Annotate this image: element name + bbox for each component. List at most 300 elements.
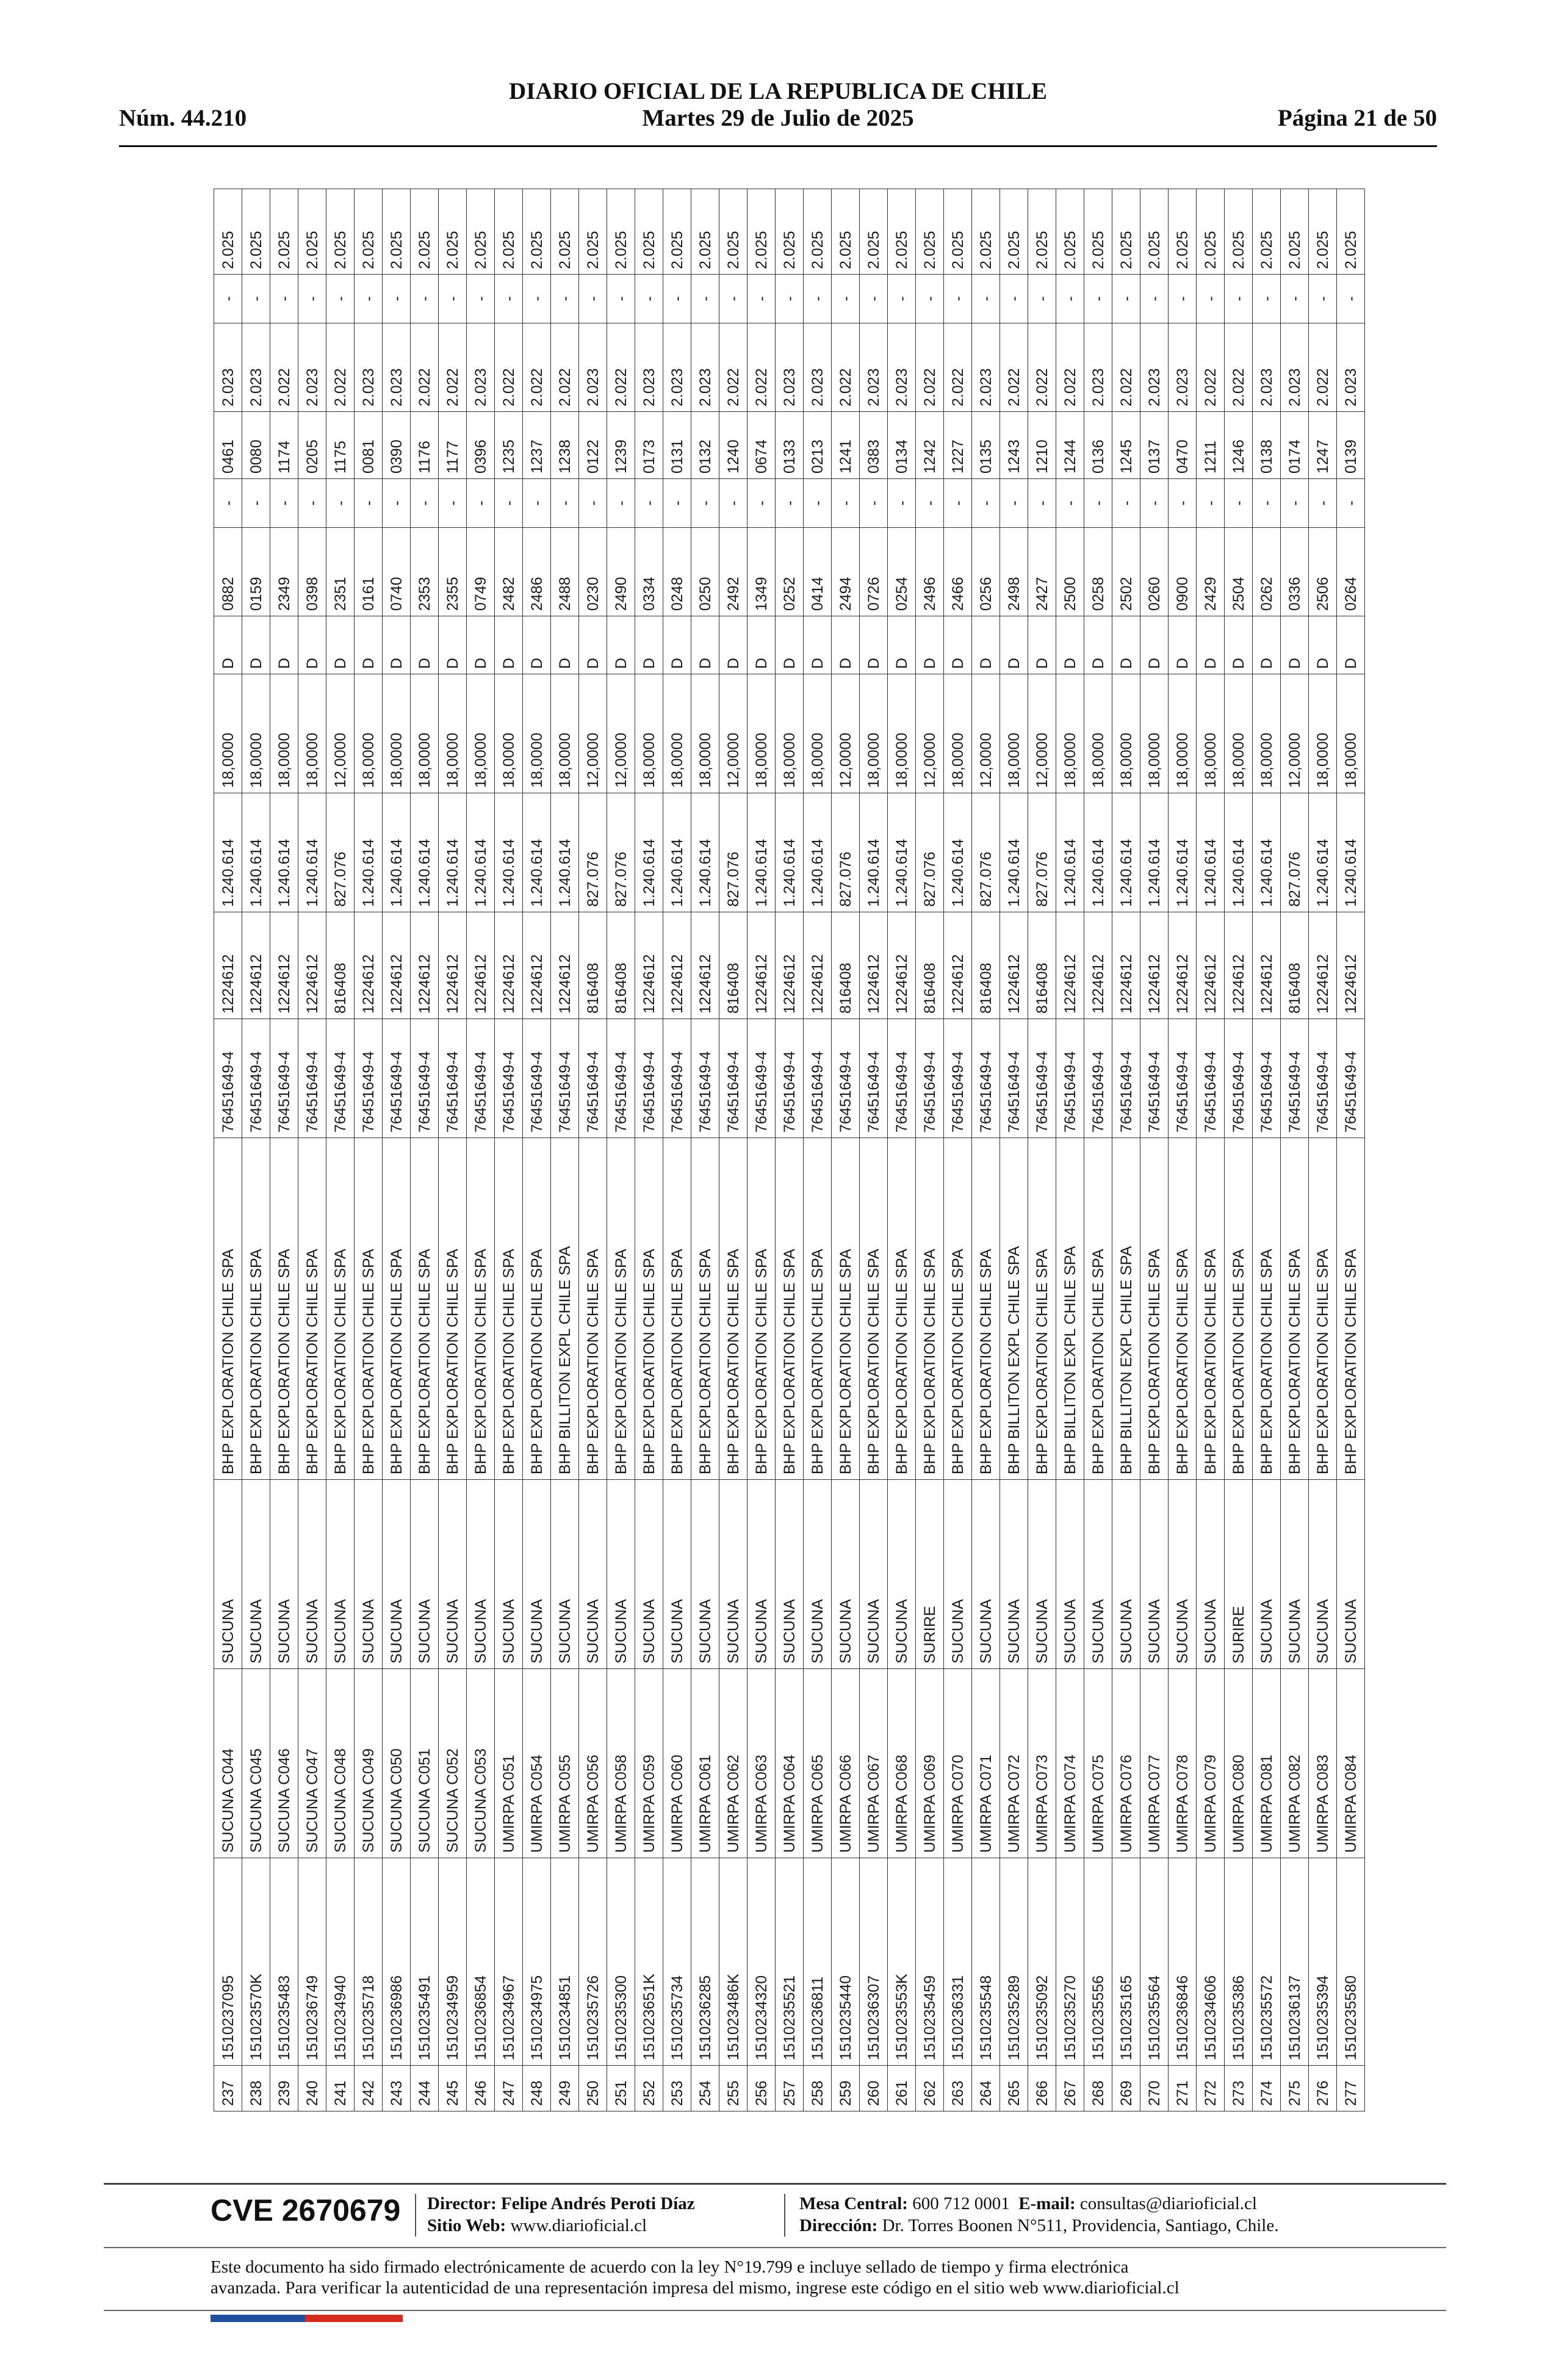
- table-cell: -: [747, 479, 776, 528]
- table-cell: UMIRPA C070: [944, 1669, 972, 1858]
- table-cell: 76451649-4: [1140, 1019, 1169, 1138]
- table-cell: D: [298, 616, 326, 674]
- table-row: [635, 189, 663, 2111]
- table-cell: 1224612: [776, 912, 804, 1019]
- table-cell: 2.025: [439, 189, 467, 275]
- table-cell: -: [1000, 275, 1028, 323]
- table-cell: SUCUNA: [691, 1480, 719, 1669]
- table-cell: 1224612: [1084, 912, 1112, 1019]
- table-cell: 76451649-4: [944, 1019, 972, 1138]
- table-cell: 1510235734: [663, 1858, 691, 2066]
- table-row: [776, 189, 804, 2111]
- table-cell: 12,0000: [579, 674, 607, 793]
- table-cell: 76451649-4: [523, 1019, 551, 1138]
- table-cell: 2.023: [776, 323, 804, 412]
- table-cell: SUCUNA: [1000, 1480, 1028, 1669]
- table-cell: SUCUNA: [860, 1480, 888, 1669]
- table-cell: SUCUNA: [607, 1480, 635, 1669]
- table-cell: 1.240.614: [1140, 793, 1169, 912]
- table-cell: 76451649-4: [579, 1019, 607, 1138]
- table-cell: 2.022: [523, 323, 551, 412]
- table-cell: 251: [607, 2066, 635, 2111]
- table-cell: 18,0000: [495, 674, 523, 793]
- table-cell: SURIRE: [916, 1480, 944, 1669]
- table-cell: -: [439, 479, 467, 528]
- table-cell: 1224612: [270, 912, 298, 1019]
- table-cell: 827.076: [1028, 793, 1056, 912]
- table-cell: 1510235300: [607, 1858, 635, 2066]
- table-cell: SUCUNA: [888, 1480, 916, 1669]
- table-cell: 0260: [1140, 528, 1169, 616]
- table-cell: 270: [1140, 2066, 1169, 2111]
- table-cell: 1224612: [1169, 912, 1197, 1019]
- table-cell: 12,0000: [972, 674, 1000, 793]
- table-cell: 1241: [832, 412, 860, 479]
- table-cell: BHP EXPLORATION CHILE SPA: [355, 1138, 383, 1480]
- table-cell: BHP EXPLORATION CHILE SPA: [242, 1138, 270, 1480]
- table-cell: 18,0000: [663, 674, 691, 793]
- table-cell: SUCUNA: [944, 1480, 972, 1669]
- table-cell: BHP EXPLORATION CHILE SPA: [326, 1138, 355, 1480]
- table-cell: 1510234959: [439, 1858, 467, 2066]
- table-cell: 1175: [326, 412, 355, 479]
- table-cell: 2429: [1197, 528, 1225, 616]
- table-cell: 18,0000: [860, 674, 888, 793]
- table-cell: -: [214, 275, 242, 323]
- email-link[interactable]: consultas@diarioficial.cl: [1079, 2194, 1257, 2213]
- legal-line: avanzada. Para verificar la autenticidad de una representación impresa del mismo, ingrese este código en el sitio web www.diarioficial.cl: [211, 2278, 1180, 2298]
- table-cell: -: [1253, 479, 1281, 528]
- table-row: [411, 189, 439, 2111]
- table-cell: D: [579, 616, 607, 674]
- table-cell: 0470: [1169, 412, 1197, 479]
- table-cell: 12,0000: [607, 674, 635, 793]
- table-cell: D: [691, 616, 719, 674]
- table-cell: 0122: [579, 412, 607, 479]
- table-row: [607, 189, 635, 2111]
- table-cell: D: [607, 616, 635, 674]
- table-cell: 18,0000: [1084, 674, 1112, 793]
- table-cell: 242: [355, 2066, 383, 2111]
- table-cell: -: [804, 479, 832, 528]
- table-cell: 2.025: [804, 189, 832, 275]
- table-row: [1056, 189, 1084, 2111]
- table-row: [242, 189, 270, 2111]
- table-cell: 2.025: [719, 189, 747, 275]
- table-cell: 0205: [298, 412, 326, 479]
- table-cell: 2.025: [551, 189, 579, 275]
- table-cell: 816408: [719, 912, 747, 1019]
- table-cell: 18,0000: [298, 674, 326, 793]
- table-cell: UMIRPA C068: [888, 1669, 916, 1858]
- table-cell: 0139: [1337, 412, 1365, 479]
- table-cell: BHP BILLITON EXPL CHILE SPA: [1112, 1138, 1140, 1480]
- table-cell: D: [860, 616, 888, 674]
- table-cell: 151023553K: [888, 1858, 916, 2066]
- table-cell: 18,0000: [467, 674, 495, 793]
- table-cell: UMIRPA C067: [860, 1669, 888, 1858]
- table-cell: 1.240.614: [1056, 793, 1084, 912]
- table-cell: 1224612: [1140, 912, 1169, 1019]
- table-cell: SUCUNA: [298, 1480, 326, 1669]
- table-row: [719, 189, 747, 2111]
- table-cell: 2.025: [1169, 189, 1197, 275]
- table-cell: D: [467, 616, 495, 674]
- table-cell: 18,0000: [1225, 674, 1253, 793]
- table-cell: 1238: [551, 412, 579, 479]
- table-cell: -: [495, 479, 523, 528]
- table-cell: 2.025: [1225, 189, 1253, 275]
- table-cell: -: [1309, 479, 1337, 528]
- table-cell: 1235: [495, 412, 523, 479]
- table-cell: 1510235394: [1309, 1858, 1337, 2066]
- table-cell: 76451649-4: [972, 1019, 1000, 1138]
- table-cell: 151023651K: [635, 1858, 663, 2066]
- table-cell: 1.240.614: [467, 793, 495, 912]
- table-cell: 1224612: [495, 912, 523, 1019]
- table-row: [579, 189, 607, 2111]
- table-cell: 1239: [607, 412, 635, 479]
- table-cell: 1224612: [523, 912, 551, 1019]
- table-cell: SUCUNA: [579, 1480, 607, 1669]
- table-cell: BHP EXPLORATION CHILE SPA: [1169, 1138, 1197, 1480]
- table-cell: 0136: [1084, 412, 1112, 479]
- table-cell: 1.240.614: [355, 793, 383, 912]
- table-cell: SUCUNA: [1084, 1480, 1112, 1669]
- table-row: [663, 189, 691, 2111]
- table-cell: 0461: [214, 412, 242, 479]
- table-cell: 1510236846: [1169, 1858, 1197, 2066]
- table-cell: 1244: [1056, 412, 1084, 479]
- table-cell: UMIRPA C058: [607, 1669, 635, 1858]
- table-cell: 1510235572: [1253, 1858, 1281, 2066]
- table-cell: 12,0000: [326, 674, 355, 793]
- table-cell: 1.240.614: [691, 793, 719, 912]
- table-cell: 2.025: [1028, 189, 1056, 275]
- table-cell: BHP EXPLORATION CHILE SPA: [1281, 1138, 1309, 1480]
- table-cell: 827.076: [972, 793, 1000, 912]
- table-cell: SUCUNA: [242, 1480, 270, 1669]
- table-cell: 1.240.614: [411, 793, 439, 912]
- table-cell: 2500: [1056, 528, 1084, 616]
- header-divider: [119, 145, 1437, 147]
- table-cell: D: [1337, 616, 1365, 674]
- table-cell: 1210: [1028, 412, 1056, 479]
- table-cell: 1.240.614: [242, 793, 270, 912]
- table-cell: 1224612: [1309, 912, 1337, 1019]
- table-cell: 252: [635, 2066, 663, 2111]
- table-cell: 1.240.614: [747, 793, 776, 912]
- table-cell: 18,0000: [747, 674, 776, 793]
- table-cell: 151023486K: [719, 1858, 747, 2066]
- table-cell: -: [298, 275, 326, 323]
- table-cell: -: [972, 479, 1000, 528]
- table-cell: -: [1028, 479, 1056, 528]
- table-cell: 2492: [719, 528, 747, 616]
- publication-title: DIARIO OFICIAL DE LA REPUBLICA DE CHILE: [508, 78, 1047, 104]
- table-row: [804, 189, 832, 2111]
- table-cell: 1224612: [1197, 912, 1225, 1019]
- table-cell: 18,0000: [551, 674, 579, 793]
- table-row: [439, 189, 467, 2111]
- table-row: [1140, 189, 1169, 2111]
- table-row: [495, 189, 523, 2111]
- table-cell: SUCUNA C048: [326, 1669, 355, 1858]
- table-cell: 0390: [383, 412, 411, 479]
- table-cell: -: [242, 479, 270, 528]
- table-cell: SUCUNA C049: [355, 1669, 383, 1858]
- table-cell: D: [1281, 616, 1309, 674]
- table-cell: -: [523, 275, 551, 323]
- table-cell: 0081: [355, 412, 383, 479]
- table-cell: SUCUNA: [411, 1480, 439, 1669]
- table-cell: 2.025: [916, 189, 944, 275]
- table-cell: SUCUNA: [1281, 1480, 1309, 1669]
- table-row: [1225, 189, 1253, 2111]
- table-cell: D: [972, 616, 1000, 674]
- table-cell: -: [270, 275, 298, 323]
- table-cell: 0334: [635, 528, 663, 616]
- table-cell: 2.025: [242, 189, 270, 275]
- table-cell: 1510235165: [1112, 1858, 1140, 2066]
- table-cell: 274: [1253, 2066, 1281, 2111]
- table-cell: 2.023: [214, 323, 242, 412]
- table-cell: -: [804, 275, 832, 323]
- table-cell: D: [916, 616, 944, 674]
- table-cell: 243: [383, 2066, 411, 2111]
- table-cell: -: [383, 275, 411, 323]
- table-cell: 2.025: [298, 189, 326, 275]
- table-cell: 76451649-4: [804, 1019, 832, 1138]
- table-cell: -: [1084, 275, 1112, 323]
- table-cell: -: [1169, 479, 1197, 528]
- table-cell: SUCUNA: [270, 1480, 298, 1669]
- table-cell: UMIRPA C061: [691, 1669, 719, 1858]
- table-cell: 1510235491: [411, 1858, 439, 2066]
- table-cell: 241: [326, 2066, 355, 2111]
- table-cell: 1.240.614: [298, 793, 326, 912]
- table-cell: 1224612: [888, 912, 916, 1019]
- table-cell: 18,0000: [242, 674, 270, 793]
- table-cell: SUCUNA: [383, 1480, 411, 1669]
- table-row: [747, 189, 776, 2111]
- table-cell: BHP EXPLORATION CHILE SPA: [298, 1138, 326, 1480]
- table-cell: 1.240.614: [1337, 793, 1365, 912]
- table-cell: SUCUNA: [467, 1480, 495, 1669]
- table-cell: 18,0000: [439, 674, 467, 793]
- footer-divider-middle: [104, 2247, 1446, 2248]
- table-cell: 2.023: [635, 323, 663, 412]
- legal-notice: [211, 2257, 1407, 2298]
- table-cell: 246: [467, 2066, 495, 2111]
- table-cell: 76451649-4: [832, 1019, 860, 1138]
- table-cell: UMIRPA C077: [1140, 1669, 1169, 1858]
- table-cell: BHP EXPLORATION CHILE SPA: [1309, 1138, 1337, 1480]
- table-cell: 76451649-4: [607, 1019, 635, 1138]
- table-cell: 827.076: [579, 793, 607, 912]
- table-cell: 2.025: [888, 189, 916, 275]
- table-cell: UMIRPA C080: [1225, 1669, 1253, 1858]
- table-cell: D: [804, 616, 832, 674]
- table-cell: 1224612: [214, 912, 242, 1019]
- table-cell: 1.240.614: [635, 793, 663, 912]
- table-cell: 2.023: [1337, 323, 1365, 412]
- table-cell: -: [944, 479, 972, 528]
- table-cell: 1349: [747, 528, 776, 616]
- table-cell: BHP EXPLORATION CHILE SPA: [804, 1138, 832, 1480]
- table-cell: 0161: [355, 528, 383, 616]
- table-cell: SUCUNA C045: [242, 1669, 270, 1858]
- table-row: [1169, 189, 1197, 2111]
- table-cell: 276: [1309, 2066, 1337, 2111]
- table-cell: BHP EXPLORATION CHILE SPA: [1197, 1138, 1225, 1480]
- table-cell: 2.023: [467, 323, 495, 412]
- table-cell: SUCUNA: [972, 1480, 1000, 1669]
- table-cell: 2.022: [411, 323, 439, 412]
- table-cell: 76451649-4: [242, 1019, 270, 1138]
- table-cell: 1510236811: [804, 1858, 832, 2066]
- table-cell: BHP EXPLORATION CHILE SPA: [1337, 1138, 1365, 1480]
- table-cell: SURIRE: [1225, 1480, 1253, 1669]
- table-cell: 76451649-4: [747, 1019, 776, 1138]
- table-cell: 76451649-4: [326, 1019, 355, 1138]
- table-cell: 2494: [832, 528, 860, 616]
- footer-divider-top: [104, 2183, 1446, 2185]
- table-cell: 1240: [719, 412, 747, 479]
- table-cell: -: [1000, 479, 1028, 528]
- table-cell: 76451649-4: [411, 1019, 439, 1138]
- flag-stripe-blue: [211, 2315, 305, 2322]
- table-cell: -: [1337, 479, 1365, 528]
- table-cell: 2.025: [355, 189, 383, 275]
- table-cell: 2.025: [1084, 189, 1112, 275]
- table-cell: 2.022: [1112, 323, 1140, 412]
- phone-label: Mesa Central:: [799, 2194, 908, 2213]
- table-cell: D: [1309, 616, 1337, 674]
- table-cell: 245: [439, 2066, 467, 2111]
- table-cell: 76451649-4: [551, 1019, 579, 1138]
- table-cell: 1.240.614: [551, 793, 579, 912]
- table-cell: 76451649-4: [467, 1019, 495, 1138]
- table-cell: UMIRPA C082: [1281, 1669, 1309, 1858]
- table-cell: 2.025: [972, 189, 1000, 275]
- footer-separator: [415, 2194, 416, 2237]
- table-cell: 1510235440: [832, 1858, 860, 2066]
- table-cell: D: [1000, 616, 1028, 674]
- phone-value: 600 712 0001: [912, 2194, 1010, 2213]
- table-cell: 1224612: [747, 912, 776, 1019]
- table-cell: 2.025: [467, 189, 495, 275]
- table-cell: 1510236749: [298, 1858, 326, 2066]
- table-cell: 1510235092: [1028, 1858, 1056, 2066]
- table-cell: 816408: [326, 912, 355, 1019]
- table-cell: 827.076: [916, 793, 944, 912]
- table-cell: UMIRPA C072: [1000, 1669, 1028, 1858]
- table-cell: 0674: [747, 412, 776, 479]
- table-cell: SUCUNA: [1028, 1480, 1056, 1669]
- table-cell: -: [860, 479, 888, 528]
- email-label: E-mail:: [1018, 2194, 1076, 2213]
- table-cell: -: [467, 275, 495, 323]
- table-cell: 76451649-4: [1056, 1019, 1084, 1138]
- table-cell: 0414: [804, 528, 832, 616]
- table-cell: BHP EXPLORATION CHILE SPA: [1140, 1138, 1169, 1480]
- director-info: [427, 2193, 695, 2237]
- table-cell: D: [439, 616, 467, 674]
- table-cell: 2.023: [1281, 323, 1309, 412]
- table-cell: -: [551, 479, 579, 528]
- table-cell: 1.240.614: [495, 793, 523, 912]
- table-cell: 2.025: [1309, 189, 1337, 275]
- table-cell: 1224612: [691, 912, 719, 1019]
- table-cell: SUCUNA: [663, 1480, 691, 1669]
- table-cell: -: [355, 479, 383, 528]
- table-cell: SUCUNA: [1056, 1480, 1084, 1669]
- table-cell: 1227: [944, 412, 972, 479]
- table-cell: D: [1028, 616, 1056, 674]
- table-cell: 2.023: [355, 323, 383, 412]
- table-cell: 2482: [495, 528, 523, 616]
- table-cell: -: [1337, 275, 1365, 323]
- table-cell: UMIRPA C076: [1112, 1669, 1140, 1858]
- table-cell: UMIRPA C069: [916, 1669, 944, 1858]
- table-row: [326, 189, 355, 2111]
- table-cell: 1245: [1112, 412, 1140, 479]
- table-cell: 76451649-4: [1000, 1019, 1028, 1138]
- table-cell: -: [776, 275, 804, 323]
- table-cell: 268: [1084, 2066, 1112, 2111]
- table-cell: SUCUNA: [776, 1480, 804, 1669]
- table-cell: BHP EXPLORATION CHILE SPA: [1253, 1138, 1281, 1480]
- table-row: [1084, 189, 1112, 2111]
- table-cell: 18,0000: [1000, 674, 1028, 793]
- table-cell: UMIRPA C084: [1337, 1669, 1365, 1858]
- table-cell: 76451649-4: [495, 1019, 523, 1138]
- table-cell: 1224612: [1112, 912, 1140, 1019]
- table-cell: 1242: [916, 412, 944, 479]
- table-cell: D: [1056, 616, 1084, 674]
- table-cell: SUCUNA: [747, 1480, 776, 1669]
- table-cell: 271: [1169, 2066, 1197, 2111]
- table-row: [1112, 189, 1140, 2111]
- table-cell: 250: [579, 2066, 607, 2111]
- table-cell: BHP EXPLORATION CHILE SPA: [719, 1138, 747, 1480]
- table-cell: 76451649-4: [635, 1019, 663, 1138]
- table-cell: 1224612: [355, 912, 383, 1019]
- table-cell: 2.025: [747, 189, 776, 275]
- table-cell: D: [214, 616, 242, 674]
- table-cell: -: [832, 479, 860, 528]
- table-cell: -: [860, 275, 888, 323]
- website-link[interactable]: www.diarioficial.cl: [510, 2216, 647, 2235]
- table-cell: BHP BILLITON EXPL CHILE SPA: [551, 1138, 579, 1480]
- table-cell: -: [888, 275, 916, 323]
- table-cell: 1224612: [242, 912, 270, 1019]
- table-cell: -: [607, 275, 635, 323]
- table-row: [1337, 189, 1365, 2111]
- table-cell: 1510235726: [579, 1858, 607, 2066]
- table-cell: UMIRPA C065: [804, 1669, 832, 1858]
- table-cell: -: [635, 275, 663, 323]
- table-cell: 1510237095: [214, 1858, 242, 2066]
- table-cell: -: [916, 479, 944, 528]
- table-cell: BHP EXPLORATION CHILE SPA: [214, 1138, 242, 1480]
- table-cell: UMIRPA C063: [747, 1669, 776, 1858]
- table-cell: 2.022: [1197, 323, 1225, 412]
- table-cell: 2.025: [411, 189, 439, 275]
- table-cell: 1224612: [551, 912, 579, 1019]
- table-cell: 76451649-4: [776, 1019, 804, 1138]
